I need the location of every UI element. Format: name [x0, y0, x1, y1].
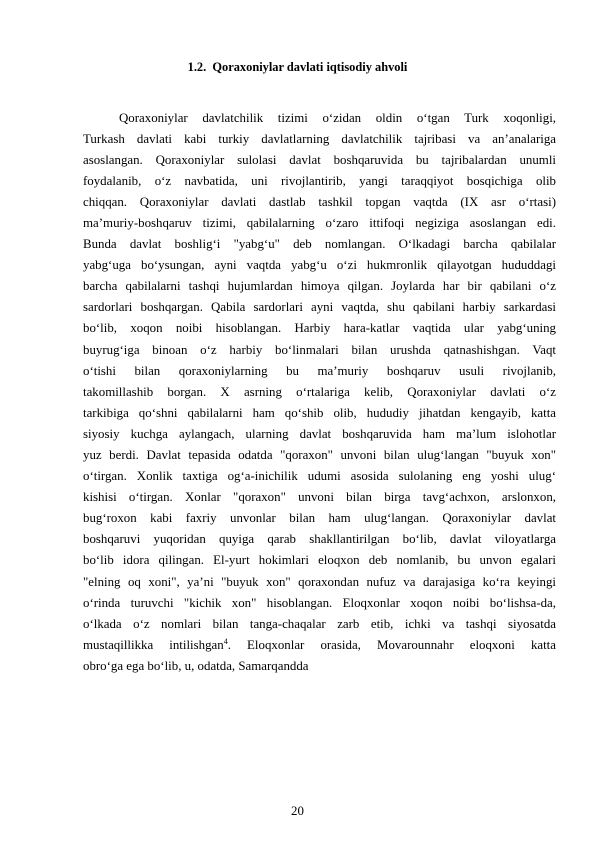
paragraph-line-with-footnote [83, 635, 556, 656]
paragraph-line: buyrug‘iga binoan o‘z harbiy bo‘linmalari bilan urushda qatnashishgan. Vaqt [83, 342, 556, 357]
paragraph-line: asoslangan. Qoraxoniylar sulolasi davlat boshqaruvida bu tajribalardan unumli [83, 152, 556, 167]
page-number: 20 [291, 804, 304, 818]
footnote-mark[interactable]: 4 [223, 636, 228, 646]
paragraph-line: o‘tirgan. Xonlik taxtiga og‘a-inichilik udumi asosida sulolaning eng yoshi ulug‘ [83, 469, 556, 484]
paragraph-line: bo‘lib, xoqon noibi hisoblangan. Harbiy hara-katlar vaqtida ular yabg‘uning [83, 321, 556, 336]
paragraph-line: Bunda davlat boshlig‘i "yabg‘u" deb nomlangan. O‘lkadagi barcha qabilalar [83, 237, 556, 252]
paragraph-line: siyosiy kuchga aylangach, ularning davlat boshqaruvida ham ma’lum islohotlar [83, 426, 556, 441]
paragraph-line: yabg‘uga bo‘ysungan, ayni vaqtda yabg‘u o‘zi hukmronlik qilayotgan hududdagi [83, 258, 556, 273]
paragraph-line: Turkash davlati kabi turkiy davlatlarning davlatchilik tajribasi va an’analariga [83, 131, 556, 146]
paragraph-line: o‘rinda turuvchi "kichik xon" hisoblangan. Eloqxonlar xoqon noibi bo‘lishsa-da, [83, 595, 556, 610]
paragraph-line: tarkibiga qo‘shni qabilalarni ham qo‘shib olib, hududiy jihatdan kengayib, katta [83, 405, 556, 420]
paragraph-line: bo‘lib idora qilingan. El-yurt hokimlari eloqxon deb nomlanib, bu unvon egalari [83, 553, 556, 568]
paragraph-line: ma’muriy-boshqaruv tizimi, qabilalarning o‘zaro ittifoqi negiziga asoslangan edi. [83, 215, 556, 230]
line-text: mustaqillikka intilishgan [83, 637, 224, 652]
paragraph-line: o‘lkada o‘z nomlari bilan tanga-chaqalar zarb etib, ichki va tashqi siyosatda [83, 616, 556, 631]
paragraph-line: takomillashib borgan. X asrning o‘rtalariga kelib, Qoraxoniylar davlati o‘z [83, 384, 556, 399]
paragraph-line: obro‘ga ega bo‘lib, u, odatda, Samarqandda [83, 658, 309, 673]
paragraph-line: barcha qabilalarni tashqi hujumlardan himoya qilgan. Joylarda har bir qabilani o‘z [83, 279, 556, 294]
paragraph-line: o‘tishi bilan qoraxoniylarning bu ma’muriy boshqaruv usuli rivojlanib, [83, 363, 556, 378]
line-text: . Eloqxonlar orasida, Movarounnahr eloqxoni katta [227, 637, 556, 652]
paragraph-line: kishisi o‘tirgan. Xonlar "qoraxon" unvoni bilan birga tavg‘achxon, arslonxon, [83, 490, 556, 505]
paragraph-line: sardorlari boshqargan. Qabila sardorlari ayni vaqtda, shu qabilani harbiy sarkardasi [83, 300, 556, 315]
section-heading: 1.2. Qoraxoniylar davlati iqtisodiy ahvoli [187, 60, 408, 74]
paragraph-line: boshqaruvi yuqoridan quyiga qarab shakllantirilgan bo‘lib, davlat viloyatlarga [83, 532, 556, 547]
paragraph-line: Qoraxoniylar davlatchilik tizimi o‘zidan oldin o‘tgan Turk xoqonligi, [119, 110, 556, 125]
body-paragraph [83, 108, 556, 678]
paragraph-line: "elning oq xoni", ya’ni "buyuk xon" qoraxondan nufuz va darajasiga ko‘ra keyingi [83, 574, 556, 589]
paragraph-line: bug‘roxon kabi faxriy unvonlar bilan ham ulug‘langan. Qoraxoniylar davlat [83, 511, 556, 526]
paragraph-line: yuz berdi. Davlat tepasida odatda "qoraxon" unvoni bilan ulug‘langan "buyuk xon" [83, 448, 556, 462]
paragraph-line: foydalanib, o‘z navbatida, uni rivojlantirib, yangi taraqqiyot bosqichiga olib [83, 173, 556, 188]
paragraph-line: chiqqan. Qoraxoniylar davlati dastlab tashkil topgan vaqtda (IX asr o‘rtasi) [83, 194, 556, 209]
